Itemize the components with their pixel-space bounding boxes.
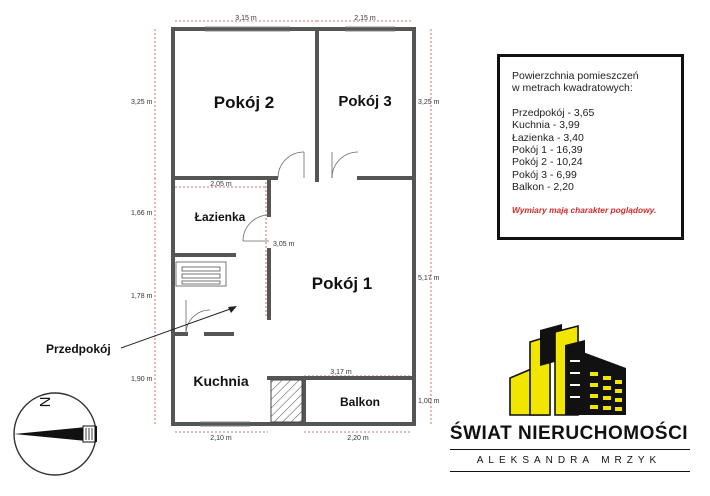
dimension-lines xyxy=(155,21,431,432)
legend-item: Pokój 1 - 16,39 xyxy=(512,144,583,157)
legend-title-line1: Powierzchnia pomieszczeń xyxy=(512,70,639,82)
room-pokoj3: Pokój 3 xyxy=(338,93,392,110)
legend-item: Kuchnia - 3,99 xyxy=(512,119,580,132)
logo-buildings-icon xyxy=(510,324,626,415)
legend-item: Pokój 2 - 10,24 xyxy=(512,156,583,169)
dim-kitchen-top: 3,17 m xyxy=(330,369,352,376)
dim-bottom-right: 2,20 m xyxy=(347,435,369,442)
dim-corridor-height: 3,05 m xyxy=(273,241,295,248)
legend-note: Wymiary mają charakter poglądowy. xyxy=(512,204,657,215)
room-pokoj1: Pokój 1 xyxy=(311,274,373,293)
compass-icon xyxy=(14,393,97,475)
area-legend xyxy=(497,54,684,240)
legend-item: Przedpokój - 3,65 xyxy=(512,106,595,119)
room-kuchnia: Kuchnia xyxy=(193,373,249,389)
legend-title-line2: w metrach kwadratowych: xyxy=(512,82,633,95)
logo-title: ŚWIAT NIERUCHOMOŚCI xyxy=(449,423,689,444)
logo-divider-top xyxy=(450,449,690,450)
legend-item: Łazienka - 3,40 xyxy=(512,131,584,144)
dim-top-left: 3,15 m xyxy=(235,15,257,22)
dim-lazienka-height: 1,66 m xyxy=(131,210,153,217)
logo-divider-bottom xyxy=(450,471,690,472)
bathroom-fixture xyxy=(176,262,226,286)
compass-north-letter: N xyxy=(37,396,54,408)
dim-balkon-height: 1,00 m xyxy=(418,398,440,405)
room-przedpokoj: Przedpokój xyxy=(46,342,111,356)
room-balkon: Balkon xyxy=(339,395,381,409)
dim-left-p2: 3,25 m xyxy=(131,99,153,106)
legend-title xyxy=(512,70,671,95)
logo-subtitle: ALEKSANDRA MRZYK xyxy=(476,455,662,466)
dim-kitchen-height: 1,90 m xyxy=(131,376,153,383)
dim-top-right: 2,15 m xyxy=(354,15,376,22)
legend-item: Pokój 3 - 6,99 xyxy=(512,168,577,181)
room-lazienka: Łazienka xyxy=(194,210,246,224)
dim-przedpokoj-height: 1,78 m xyxy=(131,293,153,300)
dim-bottom-left: 2,10 m xyxy=(210,435,232,442)
hatched-block xyxy=(271,380,302,422)
walls xyxy=(173,29,414,424)
dim-lazienka-width: 2,05 m xyxy=(210,181,232,188)
dim-right-p3: 3,25 m xyxy=(418,99,440,106)
room-pokoj2: Pokój 2 xyxy=(213,93,275,112)
dim-right-p1: 5,17 m xyxy=(418,275,440,282)
windows xyxy=(200,27,395,426)
przedpokoj-pointer xyxy=(121,306,237,348)
legend-item: Balkon - 2,20 xyxy=(512,181,574,194)
